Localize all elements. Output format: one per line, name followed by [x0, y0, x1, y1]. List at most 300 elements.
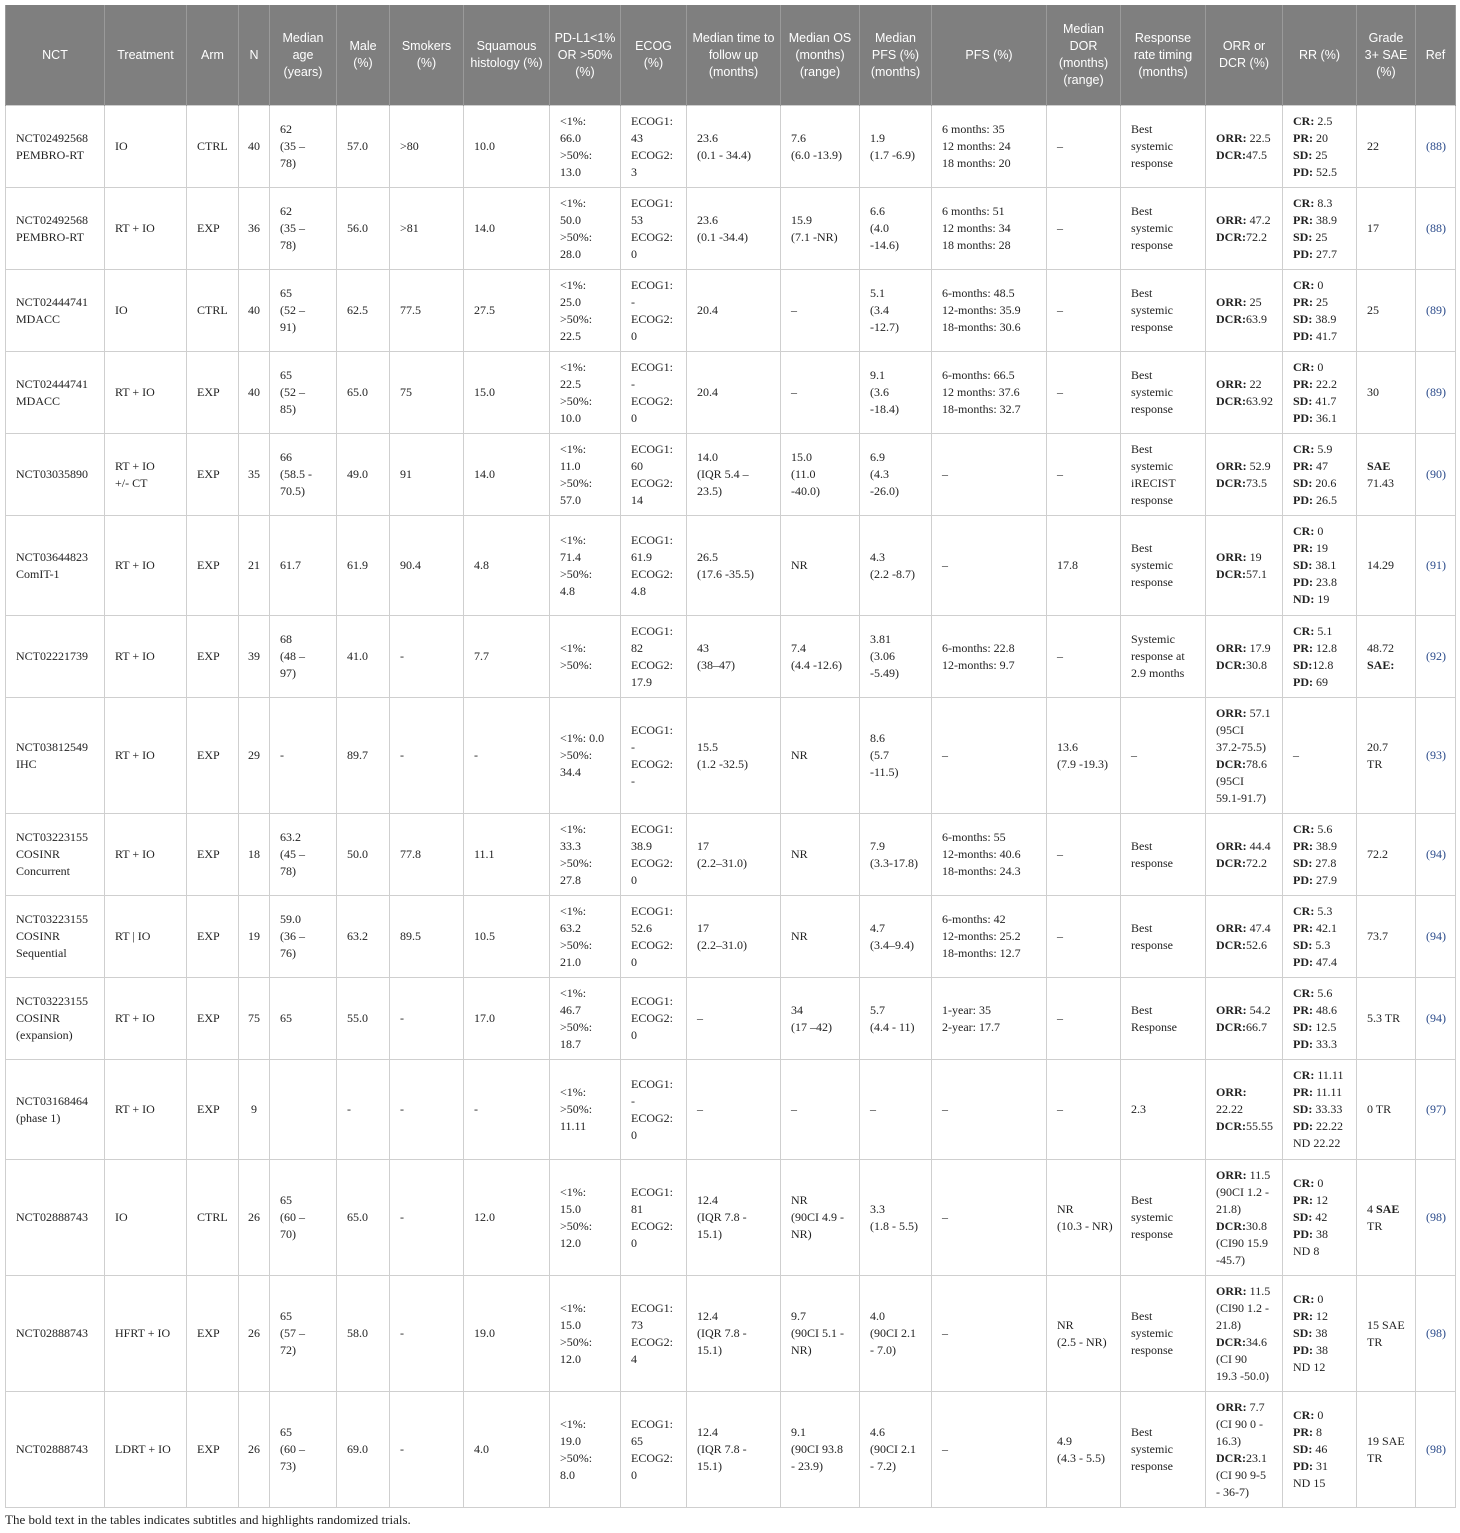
rr-value: 38.9	[1312, 311, 1337, 326]
smokers-cell: -	[390, 698, 464, 814]
sae-text: 25	[1367, 303, 1379, 317]
followup-cell: 14.0 (IQR 5.4 – 23.5)	[687, 434, 781, 516]
median-pfs-cell: 5.7 (4.4 - 11)	[860, 978, 932, 1060]
os-cell: NR	[781, 698, 860, 814]
smokers-cell: -	[390, 1276, 464, 1392]
rr-line	[1293, 359, 1352, 376]
rr-line	[1293, 212, 1352, 229]
rr-cell: –	[1283, 698, 1357, 814]
squamous-cell: 14.0	[464, 188, 550, 270]
rr-value: 5.6	[1314, 985, 1333, 1000]
os-cell: 15.0 (11.0 -40.0)	[781, 434, 860, 516]
dor-cell: –	[1047, 814, 1121, 896]
pdl1-cell: <1%: 22.5 >50%: 10.0	[550, 352, 621, 434]
rr-label: PR:	[1293, 212, 1313, 227]
ref-link[interactable]: (89)	[1416, 270, 1456, 352]
column-header: Smokers (%)	[390, 5, 464, 106]
treatment-cell: RT | IO	[105, 896, 187, 978]
median-pfs-cell: 8.6 (5.7 -11.5)	[860, 698, 932, 814]
rr-label: ND:	[1293, 592, 1315, 606]
orr-line	[1216, 229, 1278, 246]
smokers-cell: 89.5	[390, 896, 464, 978]
rr-label: PD:	[1293, 1227, 1313, 1241]
orr-line	[1216, 1450, 1278, 1501]
rr-cell	[1283, 616, 1357, 698]
age-cell: 65 (52 – 91)	[270, 270, 337, 352]
rr-line	[1293, 1067, 1352, 1084]
ref-link[interactable]: (94)	[1416, 814, 1456, 896]
rr-value: ND 8	[1293, 1244, 1320, 1258]
treatment-cell: RT + IO	[105, 352, 187, 434]
os-cell: 7.6 (6.0 -13.9)	[781, 106, 860, 188]
orr-label: DCR:	[1216, 229, 1246, 244]
orr-line	[1216, 705, 1278, 756]
rr-label: PR:	[1293, 1002, 1313, 1017]
rr-value: 46	[1312, 1442, 1328, 1456]
column-header: Treatment	[105, 5, 187, 106]
timing-cell: 2.3	[1121, 1060, 1206, 1160]
pdl1-cell: <1%: 71.4 >50%: 4.8	[550, 516, 621, 616]
column-header: Response rate timing (months)	[1121, 5, 1206, 106]
dor-cell: –	[1047, 616, 1121, 698]
rr-value: ND 12	[1293, 1360, 1326, 1374]
rr-value: 42	[1312, 1210, 1328, 1224]
rr-line	[1293, 985, 1352, 1002]
orr-label: ORR:	[1216, 212, 1247, 227]
rr-line	[1293, 311, 1352, 328]
column-header: Male (%)	[337, 5, 390, 106]
rr-line	[1293, 855, 1352, 872]
age-cell: 65	[270, 978, 337, 1060]
dor-cell: –	[1047, 188, 1121, 270]
rr-label: PR:	[1293, 130, 1313, 145]
orr-dcr-cell	[1206, 698, 1283, 814]
rr-label: SD:	[1293, 1210, 1313, 1224]
rr-label: CR:	[1293, 441, 1315, 456]
sae-cell	[1357, 1160, 1416, 1276]
n-cell: 9	[239, 1060, 270, 1160]
rr-label: PD:	[1293, 872, 1313, 887]
rr-label: CR:	[1293, 524, 1315, 538]
orr-value: 72.2	[1246, 229, 1267, 244]
orr-line	[1216, 1019, 1278, 1036]
orr-label: DCR:	[1216, 147, 1246, 162]
median-pfs-cell: 3.3 (1.8 - 5.5)	[860, 1160, 932, 1276]
male-cell: 49.0	[337, 434, 390, 516]
orr-label: ORR:	[1216, 838, 1247, 853]
orr-label: DCR:	[1216, 1334, 1246, 1349]
rr-line	[1293, 540, 1352, 557]
pdl1-cell: <1%: 63.2 >50%: 21.0	[550, 896, 621, 978]
age-cell: 65 (52 – 85)	[270, 352, 337, 434]
rr-value: 38	[1313, 1343, 1328, 1357]
sae-text: 17	[1367, 221, 1379, 235]
median-pfs-cell: –	[860, 1060, 932, 1160]
rr-line	[1293, 1175, 1352, 1192]
treatment-cell: RT + IO	[105, 188, 187, 270]
dor-cell: 4.9 (4.3 - 5.5)	[1047, 1392, 1121, 1508]
ref-link[interactable]: (98)	[1416, 1160, 1456, 1276]
rr-line	[1293, 195, 1352, 212]
rr-line	[1293, 1036, 1352, 1053]
dor-cell: NR (10.3 - NR)	[1047, 1160, 1121, 1276]
n-cell: 40	[239, 352, 270, 434]
squamous-cell: 10.5	[464, 896, 550, 978]
dor-cell: NR (2.5 - NR)	[1047, 1276, 1121, 1392]
male-cell: 41.0	[337, 616, 390, 698]
rr-value: 48.6	[1313, 1002, 1337, 1017]
n-cell: 19	[239, 896, 270, 978]
rr-value: 20	[1313, 130, 1328, 145]
orr-label: DCR:	[1216, 756, 1246, 771]
sae-cell	[1357, 616, 1416, 698]
arm-cell: CTRL	[187, 106, 239, 188]
rr-line	[1293, 821, 1352, 838]
rr-label: CR:	[1293, 1068, 1315, 1082]
followup-cell: 17 (2.2–31.0)	[687, 896, 781, 978]
column-header: N	[239, 5, 270, 106]
sae-cell	[1357, 516, 1416, 616]
nct-cell: NCT02444741 MDACC	[6, 352, 105, 434]
orr-value: 78.6 (95CI 59.1-91.7)	[1216, 756, 1267, 805]
orr-line	[1216, 147, 1278, 164]
age-cell: 66 (58.5 - 70.5)	[270, 434, 337, 516]
orr-value: 63.9	[1246, 311, 1267, 326]
table-row	[6, 106, 1456, 188]
rr-label: CR:	[1293, 821, 1315, 836]
rr-line	[1293, 393, 1352, 410]
male-cell: 62.5	[337, 270, 390, 352]
median-pfs-cell: 4.7 (3.4–9.4)	[860, 896, 932, 978]
orr-label: DCR:	[1216, 1450, 1246, 1465]
orr-line	[1216, 855, 1278, 872]
rr-value: 5.6	[1314, 821, 1333, 836]
pdl1-cell: <1%: >50%:	[550, 616, 621, 698]
pfs-cell: –	[932, 698, 1047, 814]
orr-line	[1216, 1218, 1278, 1269]
orr-dcr-cell	[1206, 188, 1283, 270]
ref-link[interactable]: (94)	[1416, 896, 1456, 978]
arm-cell: EXP	[187, 188, 239, 270]
orr-line	[1216, 130, 1278, 147]
rr-line	[1293, 1209, 1352, 1226]
n-cell: 26	[239, 1392, 270, 1508]
nct-cell: NCT03812549 IHC	[6, 698, 105, 814]
median-pfs-cell: 9.1 (3.6 -18.4)	[860, 352, 932, 434]
rr-value: 0	[1314, 277, 1324, 292]
orr-line	[1216, 212, 1278, 229]
orr-value: 30.8 (CI90 15.9 -45.7)	[1216, 1218, 1268, 1267]
rr-label: PD:	[1293, 492, 1313, 507]
rr-label: SD:	[1293, 393, 1313, 408]
rr-line	[1293, 591, 1352, 608]
sae-cell	[1357, 814, 1416, 896]
median-pfs-cell: 4.3 (2.2 -8.7)	[860, 516, 932, 616]
orr-dcr-cell	[1206, 814, 1283, 896]
arm-cell: EXP	[187, 352, 239, 434]
median-pfs-cell: 7.9 (3.3-17.8)	[860, 814, 932, 896]
treatment-cell: RT + IO	[105, 978, 187, 1060]
sae-bold-text: SAE	[1367, 458, 1391, 473]
rr-line	[1293, 1002, 1352, 1019]
orr-dcr-cell	[1206, 616, 1283, 698]
rr-label: CR:	[1293, 1292, 1315, 1306]
orr-value: 22.5	[1246, 130, 1271, 145]
sae-cell	[1357, 1060, 1416, 1160]
ref-link[interactable]: (92)	[1416, 616, 1456, 698]
rr-label: CR:	[1293, 277, 1315, 292]
orr-dcr-cell	[1206, 1060, 1283, 1160]
os-cell: 15.9 (7.1 -NR)	[781, 188, 860, 270]
rr-label: PR:	[1293, 294, 1313, 309]
orr-label: DCR:	[1216, 393, 1246, 408]
age-cell: 65 (60 – 73)	[270, 1392, 337, 1508]
column-header: Median DOR (months) (range)	[1047, 5, 1121, 106]
orr-line	[1216, 1334, 1278, 1385]
ecog-cell: ECOG1: - ECOG2: -	[621, 698, 687, 814]
orr-label: ORR:	[1216, 705, 1247, 720]
orr-value: 73.5	[1246, 475, 1267, 490]
rr-line	[1293, 1291, 1352, 1308]
rr-label: CR:	[1293, 903, 1315, 918]
table-header	[6, 5, 1456, 106]
orr-value: 7.7 (CI 90 0 - 16.3)	[1216, 1399, 1265, 1448]
rr-label: PD:	[1293, 1036, 1313, 1051]
orr-label: DCR:	[1216, 657, 1246, 672]
rr-line	[1293, 954, 1352, 971]
treatment-cell: IO	[105, 106, 187, 188]
rr-line	[1293, 1226, 1352, 1243]
rr-value: 52.5	[1313, 164, 1337, 179]
rr-value: 8	[1313, 1425, 1322, 1439]
timing-cell: Best Response	[1121, 978, 1206, 1060]
followup-cell: 26.5 (17.6 -35.5)	[687, 516, 781, 616]
rr-line	[1293, 640, 1352, 657]
rr-value: 47.4	[1313, 954, 1337, 969]
smokers-cell: 77.5	[390, 270, 464, 352]
age-cell	[270, 1060, 337, 1160]
squamous-cell: 27.5	[464, 270, 550, 352]
squamous-cell: -	[464, 698, 550, 814]
squamous-cell: 19.0	[464, 1276, 550, 1392]
table-row	[6, 896, 1456, 978]
ref-link[interactable]: (88)	[1416, 106, 1456, 188]
orr-label: ORR:	[1216, 1002, 1247, 1017]
rr-value: 12.8	[1312, 657, 1334, 672]
ref-link[interactable]: (91)	[1416, 516, 1456, 616]
orr-value: 47.4	[1246, 920, 1271, 935]
table-row	[6, 188, 1456, 270]
rr-label: PD:	[1293, 164, 1313, 179]
rr-label: SD:	[1293, 937, 1313, 952]
column-header: RR (%)	[1283, 5, 1357, 106]
orr-dcr-cell	[1206, 352, 1283, 434]
orr-label: DCR:	[1216, 1218, 1246, 1233]
age-cell: 65 (57 – 72)	[270, 1276, 337, 1392]
squamous-cell: 14.0	[464, 434, 550, 516]
squamous-cell: 12.0	[464, 1160, 550, 1276]
orr-line	[1216, 376, 1278, 393]
male-cell: 63.2	[337, 896, 390, 978]
rr-label: PD:	[1293, 575, 1313, 589]
rr-line	[1293, 229, 1352, 246]
orr-value: 72.2	[1246, 855, 1267, 870]
sae-bold-text: SAE:	[1367, 657, 1395, 672]
nct-cell: NCT03223155 COSINR Concurrent	[6, 814, 105, 896]
sae-text: 5.3 TR	[1367, 1011, 1401, 1025]
n-cell: 35	[239, 434, 270, 516]
followup-cell: 12.4 (IQR 7.8 - 15.1)	[687, 1160, 781, 1276]
rr-label: PD:	[1293, 410, 1313, 425]
rr-label: PR:	[1293, 838, 1313, 853]
followup-cell: 23.6 (0.1 -34.4)	[687, 188, 781, 270]
rr-value: 33.33	[1312, 1102, 1343, 1116]
ref-link[interactable]: (93)	[1416, 698, 1456, 814]
rr-value: 36.1	[1313, 410, 1337, 425]
timing-cell: Best systemic response	[1121, 1276, 1206, 1392]
rr-label: PR:	[1293, 640, 1313, 655]
orr-line	[1216, 1167, 1278, 1218]
orr-label: ORR:	[1216, 1167, 1247, 1182]
arm-cell: CTRL	[187, 1160, 239, 1276]
n-cell: 29	[239, 698, 270, 814]
orr-line	[1216, 1084, 1278, 1118]
arm-cell: EXP	[187, 1060, 239, 1160]
rr-value: 11.11	[1314, 1068, 1344, 1082]
ecog-cell: ECOG1: 52.6 ECOG2: 0	[621, 896, 687, 978]
pfs-cell: 6-months: 42 12-months: 25.2 18-months: 12.7	[932, 896, 1047, 978]
age-cell: 62 (35 – 78)	[270, 188, 337, 270]
ref-link[interactable]: (89)	[1416, 352, 1456, 434]
orr-label: ORR:	[1216, 294, 1247, 309]
ref-link[interactable]: (98)	[1416, 1392, 1456, 1508]
ref-link[interactable]: (97)	[1416, 1060, 1456, 1160]
smokers-cell: >80	[390, 106, 464, 188]
orr-value: 57.1	[1246, 566, 1267, 581]
orr-line	[1216, 657, 1278, 674]
ecog-cell: ECOG1: - ECOG2: 0	[621, 1060, 687, 1160]
rr-cell	[1283, 896, 1357, 978]
rr-label: PD:	[1293, 1459, 1313, 1473]
rr-line	[1293, 523, 1352, 540]
median-pfs-cell: 6.9 (4.3 -26.0)	[860, 434, 932, 516]
male-cell: 56.0	[337, 188, 390, 270]
orr-value: 47.2	[1246, 212, 1271, 227]
orr-label: ORR:	[1216, 458, 1247, 473]
rr-line	[1293, 147, 1352, 164]
rr-cell	[1283, 188, 1357, 270]
rr-label: PR:	[1293, 1425, 1313, 1439]
rr-label: SD:	[1293, 475, 1313, 490]
rr-line	[1293, 838, 1352, 855]
smokers-cell: -	[390, 1392, 464, 1508]
os-cell: –	[781, 270, 860, 352]
rr-value: 20.6	[1312, 475, 1337, 490]
orr-value: 19	[1246, 549, 1262, 564]
treatment-cell: HFRT + IO	[105, 1276, 187, 1392]
orr-value: 22	[1246, 376, 1262, 391]
n-cell: 40	[239, 270, 270, 352]
orr-label: DCR:	[1216, 311, 1246, 326]
squamous-cell: 4.8	[464, 516, 550, 616]
followup-cell: 20.4	[687, 352, 781, 434]
ref-link[interactable]: (94)	[1416, 978, 1456, 1060]
rr-cell	[1283, 106, 1357, 188]
rr-value: 0	[1314, 524, 1324, 538]
rr-line	[1293, 937, 1352, 954]
sae-text: 71.43	[1367, 475, 1394, 490]
rr-value: 41.7	[1313, 328, 1337, 343]
rr-value: 19	[1313, 541, 1328, 555]
rr-line	[1293, 872, 1352, 889]
treatment-cell: RT + IO	[105, 814, 187, 896]
rr-line	[1293, 1475, 1352, 1492]
median-pfs-cell: 3.81 (3.06 -5.49)	[860, 616, 932, 698]
ref-link[interactable]: (90)	[1416, 434, 1456, 516]
age-cell: 63.2 (45 – 78)	[270, 814, 337, 896]
rr-label: PR:	[1293, 920, 1313, 935]
pfs-cell: 6 months: 35 12 months: 24 18 months: 20	[932, 106, 1047, 188]
nct-cell: NCT02492568 PEMBRO-RT	[6, 188, 105, 270]
orr-dcr-cell	[1206, 1276, 1283, 1392]
column-header: Median PFS (%) (months)	[860, 5, 932, 106]
table-row	[6, 616, 1456, 698]
rr-label: PD:	[1293, 954, 1313, 969]
orr-value: 30.8	[1246, 657, 1267, 672]
table-row	[6, 434, 1456, 516]
rr-line	[1293, 246, 1352, 263]
column-header: Median time to follow up (months)	[687, 5, 781, 106]
column-header: Squamous histology (%)	[464, 5, 550, 106]
ref-link[interactable]: (88)	[1416, 188, 1456, 270]
rr-line	[1293, 1359, 1352, 1376]
column-header: Arm	[187, 5, 239, 106]
dor-cell: –	[1047, 978, 1121, 1060]
treatment-cell: IO	[105, 270, 187, 352]
rr-line	[1293, 920, 1352, 937]
pdl1-cell: <1%: 46.7 >50%: 18.7	[550, 978, 621, 1060]
rr-cell	[1283, 814, 1357, 896]
orr-label: ORR:	[1216, 549, 1247, 564]
sae-text: 48.72	[1367, 640, 1394, 655]
orr-line	[1216, 549, 1278, 566]
pfs-cell: –	[932, 434, 1047, 516]
rr-line	[1293, 164, 1352, 181]
orr-label: DCR:	[1216, 1119, 1246, 1133]
nct-cell: NCT03644823 ComIT-1	[6, 516, 105, 616]
dor-cell: –	[1047, 270, 1121, 352]
rr-label: CR:	[1293, 985, 1315, 1000]
nct-cell: NCT02888743	[6, 1160, 105, 1276]
rr-line	[1293, 557, 1352, 574]
ref-link[interactable]: (98)	[1416, 1276, 1456, 1392]
rr-line	[1293, 903, 1352, 920]
ecog-cell: ECOG1: 82 ECOG2: 17.9	[621, 616, 687, 698]
rr-value: 19	[1314, 592, 1330, 606]
orr-dcr-cell	[1206, 516, 1283, 616]
rr-label: PD:	[1293, 674, 1313, 689]
sae-cell	[1357, 352, 1416, 434]
pfs-cell: –	[932, 516, 1047, 616]
orr-value: 55.55	[1246, 1119, 1273, 1133]
followup-cell: 12.4 (IQR 7.8 - 15.1)	[687, 1392, 781, 1508]
rr-value: 25	[1312, 147, 1328, 162]
column-header: PFS (%)	[932, 5, 1047, 106]
male-cell: 65.0	[337, 352, 390, 434]
orr-value: 11.5 (CI90 1.2 - 21.8)	[1216, 1283, 1271, 1332]
nct-cell: NCT03223155 COSINR Sequential	[6, 896, 105, 978]
timing-cell: Best systemic iRECIST response	[1121, 434, 1206, 516]
